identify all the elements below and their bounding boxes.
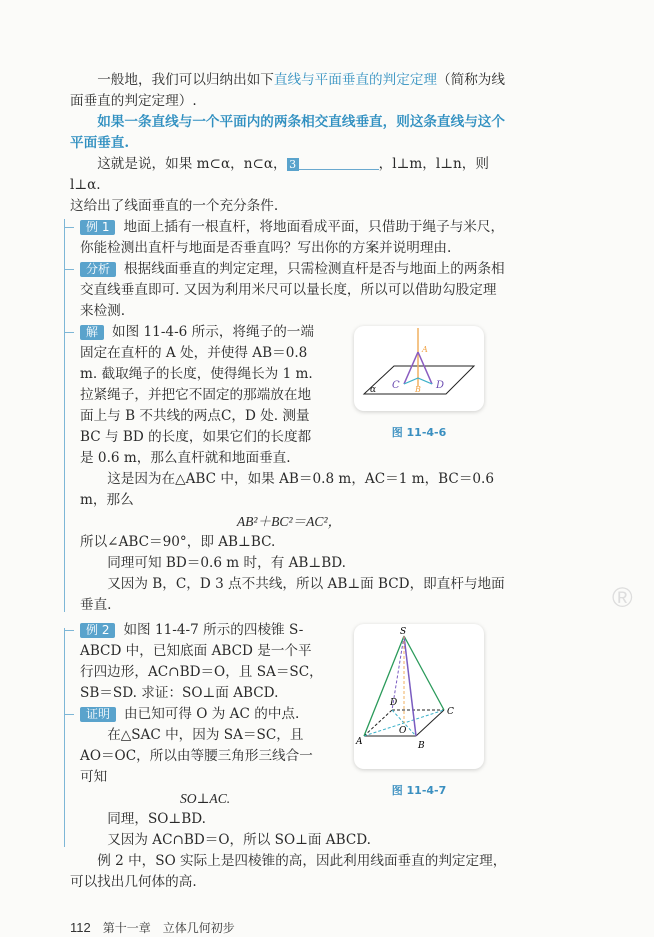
theorem-statement: 如果一条直线与一个平面内的两条相交直线垂直，则这条直线与这个平面垂直. xyxy=(70,114,505,151)
bracket-line xyxy=(64,628,65,847)
chapter-title: 第十一章 立体几何初步 xyxy=(102,921,235,935)
final-conclusion: 又因为 B，C，D 3 点不共线，所以 AB⊥面 BCD，即直杆与地面垂直. xyxy=(80,576,505,613)
text: 地面上插有一根直杆，将地面看成平面，只借助于绳子与米尺，你能检测出直杆与地面是否垂直吗？写出你的方案并说明理由. xyxy=(80,219,505,256)
proof-formula: SO⊥AC. xyxy=(180,791,231,806)
rod-plane-diagram xyxy=(354,326,484,404)
watermark: ® xyxy=(612,582,633,613)
figure-11-4-6 xyxy=(330,322,508,441)
bracket-hook xyxy=(64,714,74,715)
page-content xyxy=(70,0,508,937)
solution-tag: 解 xyxy=(80,325,104,340)
bracket-hook xyxy=(64,269,74,270)
figure-box xyxy=(354,326,484,411)
label-S: S xyxy=(400,627,407,637)
label-alpha: α xyxy=(370,385,377,395)
theorem-symbolic xyxy=(70,154,508,196)
bracket-hook xyxy=(64,630,74,631)
example-tag: 例 2 xyxy=(80,623,115,638)
sufficient-condition: 这给出了线面垂直的一个充分条件. xyxy=(70,198,279,214)
text: 根据线面垂直的判定定理，只需检测直杆是否与地面上的两条相交直线垂直即可. 又因为利用米尺可以量长度，所以可以借助勾股定理来检测. xyxy=(80,261,505,319)
page-footer xyxy=(70,919,508,937)
analysis-tag: 分析 xyxy=(80,262,116,277)
proof-step-4: 又因为 AC∩BD＝O，所以 SO⊥面 ABCD. xyxy=(107,832,371,848)
label-B: B xyxy=(418,741,425,751)
label-C: C xyxy=(447,707,454,717)
pyramid-diagram xyxy=(354,624,484,762)
similar-case: 同理可知 BD＝0.6 m 时，有 AB⊥BD. xyxy=(107,555,346,571)
figure-box xyxy=(354,624,484,769)
example-1 xyxy=(70,217,508,616)
blank-number: 3 xyxy=(287,158,299,171)
label-D: D xyxy=(436,380,445,391)
label-C: C xyxy=(392,380,400,391)
pythagorean-formula: AB²＋BC²＝AC²， xyxy=(236,514,342,529)
theorem-term: 直线与平面垂直的判定定理 xyxy=(273,72,438,88)
text: （简称为线面垂直的判定定理）. xyxy=(70,72,505,109)
text: 一般地，我们可以归纳出如下 xyxy=(97,72,274,88)
example-tag: 例 1 xyxy=(80,220,115,235)
bracket-hook xyxy=(64,332,74,333)
bracket-line xyxy=(64,219,65,612)
text: 由已知可得 O 为 AC 的中点. xyxy=(124,706,300,722)
figure-caption: 图 11-4-7 xyxy=(391,784,447,797)
label-A: A xyxy=(422,345,428,354)
reason: 这是因为在△ABC 中，如果 AB＝0.8 m，AC＝1 m，BC＝0.6 m，那么 xyxy=(80,471,495,508)
example-1-analysis xyxy=(70,259,508,322)
proof-step-3: 同理，SO⊥BD. xyxy=(107,811,206,827)
proof-step-2: 在△SAC 中，因为 SA＝SC，且 AO＝OC，所以由等腰三角形三线合一可知 xyxy=(80,727,313,785)
intro-paragraph xyxy=(70,70,508,112)
label-O: O xyxy=(399,726,407,736)
text: 如图 11-4-7 所示的四棱锥 S-ABCD 中，已知底面 ABCD 是一个平行四边形，AC∩BD＝O，且 SA＝SC，SB＝SD. 求证：SO⊥面 ABCD. xyxy=(80,622,323,701)
label-B: B xyxy=(415,385,421,394)
closing-paragraph: 例 2 中，SO 实际上是四棱锥的高，因此利用线面垂直的判定定理，可以找出几何体的高. xyxy=(70,853,507,890)
page-number: 112 xyxy=(70,920,91,935)
bracket-hook xyxy=(64,227,74,228)
proof-tag: 证明 xyxy=(80,707,116,722)
figure-caption: 图 11-4-6 xyxy=(391,426,447,439)
text: ，l⊥m，l⊥n，则 l⊥α. xyxy=(70,156,489,193)
example-1-question xyxy=(70,217,508,259)
example-2 xyxy=(70,620,508,851)
fill-blank[interactable] xyxy=(299,155,379,170)
conclusion: 所以∠ABC＝90°，即 AB⊥BC. xyxy=(80,534,276,550)
text: 这就是说，如果 m⊂α，n⊂α， xyxy=(97,156,287,172)
text: 如图 11-4-6 所示，将绳子的一端固定在直杆的 A 处，并使得 AB＝0.8 m. 截取绳子的长度，使得绳长为 1 m. 拉紧绳子，并把它不固定的那端放在地面上与 B 不共线的两点C，D 处. 测量 BC 与 BD 的长度，如果它们的长度都是 0.6 m，那么直杆就和地面垂直. xyxy=(80,324,314,466)
figure-11-4-7 xyxy=(330,620,508,799)
label-D: D xyxy=(390,698,398,708)
label-A: A xyxy=(356,737,363,747)
